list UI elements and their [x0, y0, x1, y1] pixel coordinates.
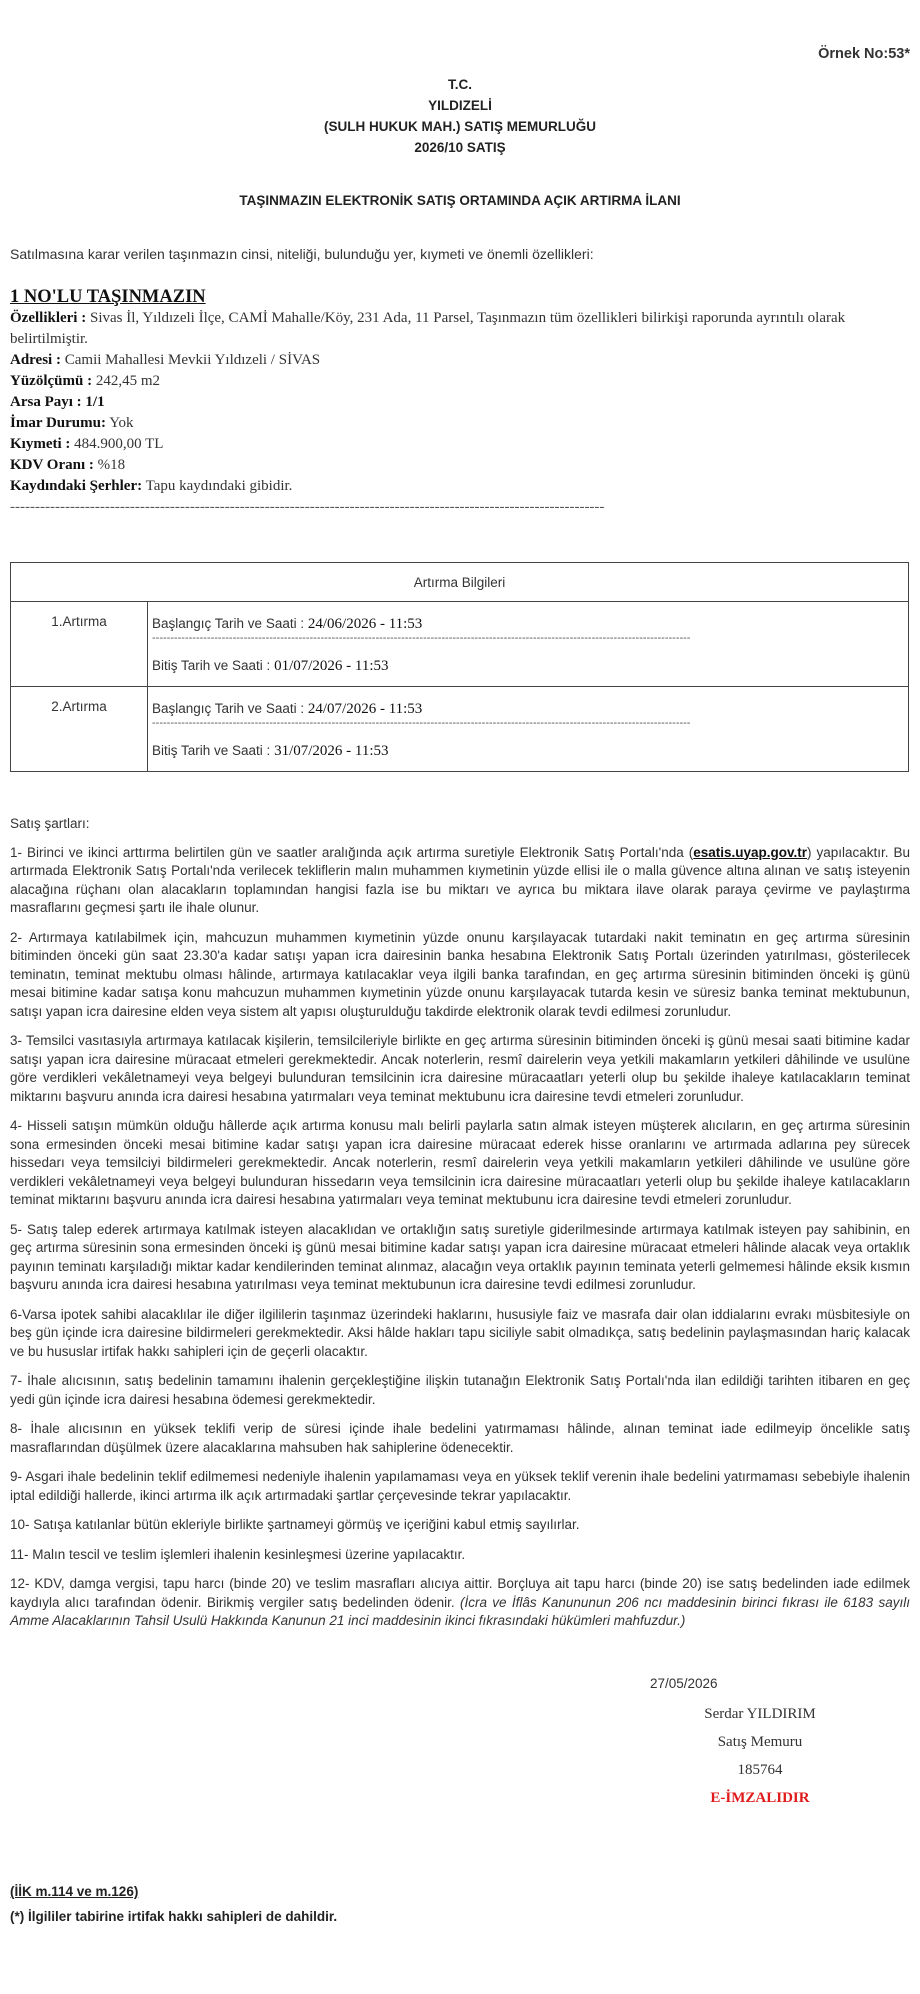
auction-row-name: 1.Artırma — [11, 602, 148, 687]
property-features: Özellikleri : Sivas İl, Yıldızeli İlçe, CAMİ Mahalle/Köy, 231 Ada, 11 Parsel, Taşınmazın tüm özellikleri bilirkişi raporunda ayrıntılı olarak belirtilmiştir. — [10, 310, 846, 347]
signature-block — [660, 1700, 860, 1812]
condition-11: 11- Malın tescil ve teslim işlemleri ihalenin kesinleşmesi üzerine yapılacaktır. — [10, 1546, 466, 1562]
document-title: TAŞINMAZIN ELEKTRONİK SATIŞ ORTAMINDA AÇIK ARTIRMA İLANI — [239, 193, 681, 208]
condition-8: 8- İhale alıcısının en yüksek teklifi verip de süresi içinde ihale bedelini yatırmaması hâlinde, alınan teminat iade edilmeyip öncelikle satış masraflarından düşülmek üzere alacaklarına mahsuben hak sahiplerine ödenecektir. — [10, 1421, 910, 1455]
condition-12: 12- KDV, damga vergisi, tapu harcı (binde 20) ve teslim masrafları alıcıya aittir. Borçluya ait tapu harcı (binde 20) ise satış bedelinden iade edilmek kaydıyla alıcı tarafından ödenir. Birikmiş vergiler satış bedelinden ödenir. (İcra ve İflâs Kanununun 206 ncı maddesinin birinci fıkrası ile 6183 sayılı Amme Alacaklarının Tahsil Usulü Hakkında Kanunun 21 inci maddesinin ikinci fıkrasındaki hükümleri mahfuzdur.) — [10, 1576, 911, 1628]
document-header — [0, 74, 920, 158]
condition-6: 6-Varsa ipotek sahibi alacaklılar ile diğer ilgililerin taşınmaz üzerindeki haklarını, hususiyle faiz ve masrafa dair olan iddialarını evrakı müsbitesiyle on beş gün içinde icra dairesine bildirmeleri gerekmektedir. Aksi hâlde hakları tapu siciliyle sabit olmadıkça, satış bedelinin paylaşmasından hariç kalacak ve bu hususlar irtifak hakkı sahipleri için de geçerli olacaktır. — [10, 1306, 910, 1359]
header-line-file-no: 2026/10 SATIŞ — [414, 140, 506, 155]
property-address: Adresi : Camii Mahallesi Mevkii Yıldızeli / SİVAS — [10, 352, 321, 368]
property-annotations: Kaydındaki Şerhler: Tapu kaydındaki gibidir. — [10, 478, 293, 494]
auction-row — [11, 602, 909, 687]
sale-conditions — [10, 815, 910, 1642]
condition-4: 4- Hisseli satışın mümkün olduğu hâllerde açık artırma konusu malı belirli paylarla satın almak isteyen müşterek alıcıların, en geç artırma süresinin sona ermesinden önceki mesai bitimine kadar satışı yapan icra dairesine müracaat ederek hisse oranlarını ve artırmada adlarına pey sürecek hissedarı veya temsilciyi bildirmeleri gerekmektedir. Ancak noterlerin, resmî dairelerin veya yetkili makamların yetkileri dâhilinde ve usulüne göre verdikleri vekâletnameyi veya belgeyi bulunduran hissedarın veya temsilcinin icra dairesine müracaatları yeterli olup bu şekilde ihaleye katılacakların teminat miktarını başvuru anında icra dairesi hesabına yatırmaları veya teminat mektubunu icra dairesine tevdi etmeleri zorunludur. — [10, 1118, 910, 1207]
header-line-district: YILDIZELİ — [428, 98, 492, 113]
auction-end: Bitiş Tarih ve Saati : 31/07/2026 - 11:53 — [152, 743, 389, 759]
condition-3: 3- Temsilci vasıtasıyla artırmaya katılacak kişilerin, temsilcileriyle birlikte en geç artırma süresinin bitiminden önceki iş günü mesai saati bitimine kadar satışı yapan icra dairesine müracaat etmeleri gerekmektedir. Ancak noterlerin, resmî dairelerin veya yetkili makamların yetkileri dâhilinde ve usulüne göre verdikleri vekâletnameyi veya belgeyi bulunduran temsilcinin icra dairesine müracaatları yeterli olup bu şekilde ihaleye katılacakların teminat miktarını başvuru anında icra dairesi hesabına yatırmaları veya teminat mektubunu icra dairesine tevdi etmeleri zorunludur. — [10, 1033, 910, 1104]
property-vat: KDV Oranı : %18 — [10, 457, 126, 473]
auction-row-name: 2.Artırma — [11, 687, 148, 772]
footnote: (*) İlgililer tabirine irtifak hakkı sahipleri de dahildir. — [10, 1909, 338, 1924]
auction-divider: --------------------------------------------------------------------------------------------------------------------------------------------------- — [152, 632, 691, 644]
property-area: Yüzölçümü : 242,45 m2 — [10, 373, 161, 389]
intro-text: Satılmasına karar verilen taşınmazın cinsi, niteliği, bulunduğu yer, kıymeti ve önemli özellikleri: — [10, 246, 594, 262]
auction-table-header: Artırma Bilgileri — [11, 563, 909, 602]
condition-2: 2- Artırmaya katılabilmek için, mahcuzun muhammen kıymetinin yüzde onunu karşılayacak tutardaki nakit teminatın en geç artırma süresinin bitiminden önceki gün saat 23.30'a kadar satışı yapan icra dairesinin banka hesabına Elektronik Satış Portalı üzerinden yatırılması, gösterilecek teminatın, teminat mektubu olması hâlinde, artırmaya katılacaklar veya ilgili banka tarafından, en geç artırma süresinin bitiminden önceki iş günü mesai bitimine kadar satışa konu mahcuzun muhammen kıymetinin yüzde onunu karşılayacak tutarda kesin ve süresiz banka teminat mektubunun, satışı yapan icra dairesine elden veya sistem alt yapısı oluşturulduğu takdirde elektronik olarak tevdi edilmesi zorunludur. — [10, 929, 910, 1019]
condition-7: 7- İhale alıcısının, satış bedelinin tamamını ihalenin gerçekleştiğine ilişkin tutanağın Elektronik Satış Portalı'nda ilan edildiği tarihten itibaren en geç yedi gün içinde icra dairesi hesabına ödemesi gerekmektedir. — [10, 1373, 910, 1407]
property-section — [10, 286, 906, 518]
condition-10: 10- Satışa katılanlar bütün ekleriyle birlikte şartnameyi görmüş ve içeriğini kabul etmiş sayılırlar. — [10, 1517, 580, 1532]
property-value: Kıymeti : 484.900,00 TL — [10, 436, 164, 452]
condition-5: 5- Satış talep ederek artırmaya katılmak isteyen alacaklıdan ve ortaklığın satış suretiyle giderilmesinde artırmaya katılmak isteyen pay sahibinin, en geç artırma süresinin sona ermesinden önceki iş günü mesai bitimine kadar satışı yapan icra dairesine müracaat etmeleri hâlinde alacak veya ortaklık payının teminatı karşıladığı miktar kadar kendilerinden teminat alınmaz, alacağın veya ortaklık payının teminata yeterli gelmemesi hâlinde eksik kısmın başvuru anında icra dairesi hesabına yatırılması veya teminat mektubunun icra dairesine tevdi edilmesi zorunludur. — [10, 1221, 910, 1292]
sample-number: Örnek No:53* — [818, 46, 910, 62]
header-line-tc: T.C. — [447, 77, 472, 92]
law-reference: (İİK m.114 ve m.126) — [10, 1884, 139, 1899]
signature-date: 27/05/2026 — [650, 1676, 718, 1691]
property-share: Arsa Payı : 1/1 — [10, 394, 105, 410]
header-line-office: (SULH HUKUK MAH.) SATIŞ MEMURLUĞU — [324, 119, 596, 134]
property-separator: ----------------------------------------------------------------------------------------------------------------------- — [10, 499, 605, 515]
condition-1: 1- Birinci ve ikinci arttırma belirtilen gün ve saatler aralığında açık artırma suretiyle Elektronik Satış Portalı'nda (esatis.uyap.gov.tr) yapılacaktır. Bu artırmada Elektronik Satış Portalı'nda verilecek tekliflerin malın muhammen kıymetinin yüzde ellisi ile o malla güvence altına alınan ve satış isteyenin alacağına rüçhanı olan alacakların toplamından hangisi fazla ise bu miktarı ve ayrıca bu miktara ilave olarak paraya çevirme ve paylaştırma masraflarını geçmesi şartı ile ihale olunur. — [10, 844, 910, 915]
esatis-link[interactable]: esatis.uyap.gov.tr — [693, 844, 807, 860]
property-zoning: İmar Durumu: Yok — [10, 415, 134, 431]
signer-number: 185764 — [737, 1762, 783, 1778]
e-signature-mark: E-İMZALIDIR — [710, 1790, 810, 1806]
condition-9: 9- Asgari ihale bedelinin teklif edilmemesi nedeniyle ihalenin yapılamaması veya en yüksek teklif verenin ihale bedelini yatırmaması sebebiyle ihalenin iptal edildiği hallerde, ikinci artırma ilk açık artırmadaki şartlar çerçevesinde tekrar yapılacaktır. — [10, 1469, 910, 1503]
signer-name: Serdar YILDIRIM — [704, 1706, 816, 1722]
auction-divider: --------------------------------------------------------------------------------------------------------------------------------------------------- — [152, 717, 691, 729]
property-heading: 1 NO'LU TAŞINMAZIN — [10, 287, 206, 307]
auction-end: Bitiş Tarih ve Saati : 01/07/2026 - 11:53 — [152, 658, 389, 674]
auction-row — [11, 687, 909, 772]
auction-table — [10, 562, 909, 772]
conditions-title: Satış şartları: — [10, 816, 90, 831]
signer-role: Satış Memuru — [717, 1734, 803, 1750]
auction-start: Başlangıç Tarih ve Saati : 24/06/2026 - 11:53 — [152, 616, 423, 632]
auction-start: Başlangıç Tarih ve Saati : 24/07/2026 - 11:53 — [152, 701, 423, 717]
